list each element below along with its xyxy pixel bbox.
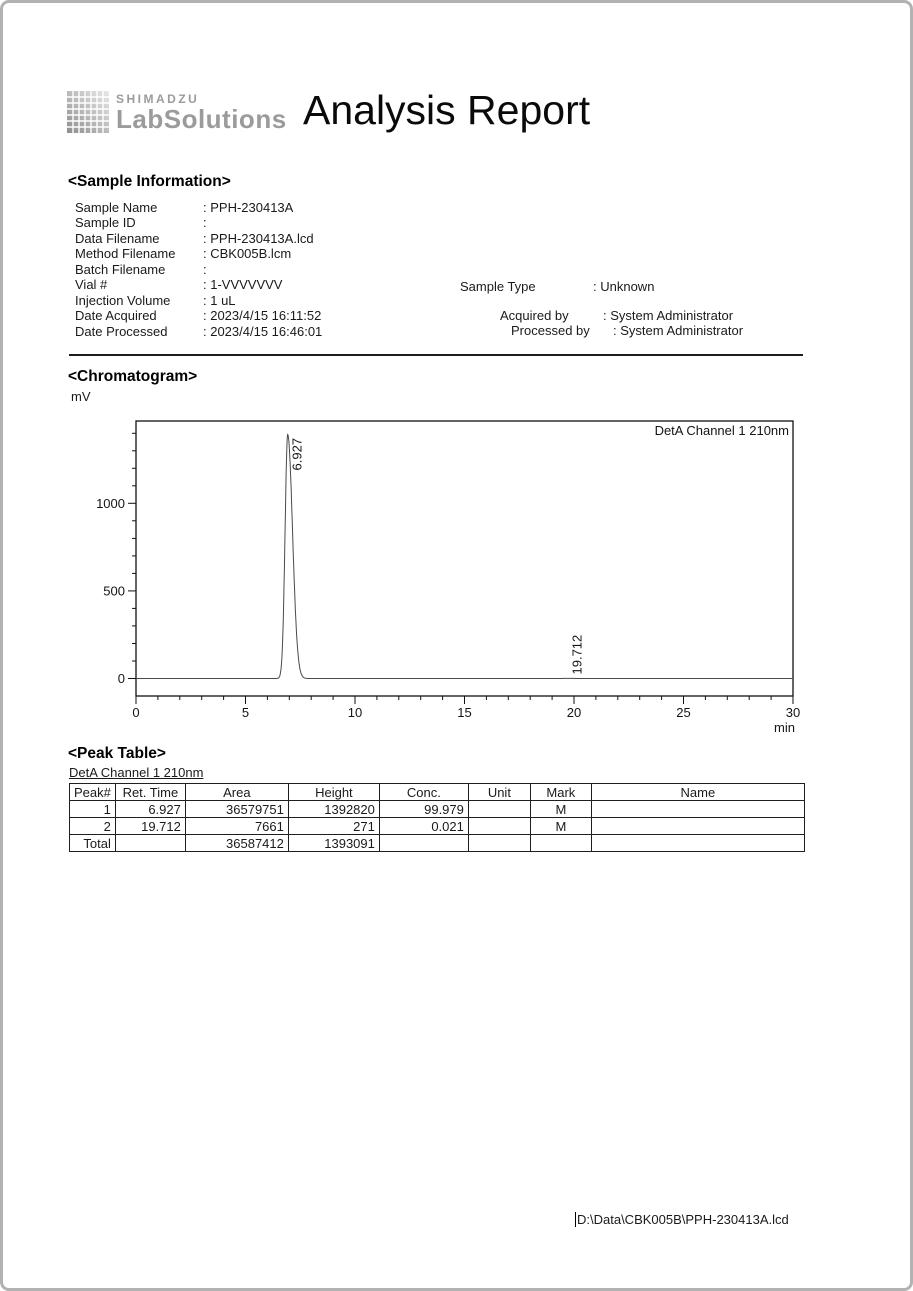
data-file-path <box>575 1212 789 1227</box>
section-divider <box>69 354 803 356</box>
field-label: Data Filename <box>75 230 160 246</box>
text-cursor <box>575 1212 576 1227</box>
table-cell <box>115 835 185 852</box>
field-label: Sample ID <box>75 215 136 231</box>
sample-field <box>500 308 733 323</box>
peak-table-header <box>70 784 805 801</box>
table-cell: 271 <box>288 818 379 835</box>
page-title: Analysis Report <box>303 87 591 133</box>
column-header: Mark <box>530 784 591 801</box>
table-cell: 6.927 <box>115 801 185 818</box>
sample-field <box>75 215 322 230</box>
table-cell: 2 <box>70 818 116 835</box>
sample-field <box>75 277 322 292</box>
svg-text:6.927: 6.927 <box>289 437 305 471</box>
sample-field <box>460 279 654 294</box>
sample-field <box>75 293 322 308</box>
sample-info-left <box>75 200 322 339</box>
sample-information-title: <Sample Information> <box>68 173 231 190</box>
field-label: Injection Volume <box>75 292 171 308</box>
field-label: Acquired by <box>500 308 569 323</box>
field-value: : PPH-230413A <box>203 200 294 215</box>
svg-text:30: 30 <box>785 705 801 720</box>
peak-table-body <box>70 801 805 852</box>
data-file-path-text: D:\Data\CBK005B\PPH-230413A.lcd <box>577 1212 789 1227</box>
peak-table-title: <Peak Table> <box>68 745 166 762</box>
table-cell: M <box>530 801 591 818</box>
sample-field <box>75 246 322 261</box>
table-row <box>70 818 805 835</box>
field-value: : CBK005B.lcm <box>203 246 292 262</box>
column-header: Conc. <box>379 784 468 801</box>
field-label: Date Acquired <box>75 308 157 324</box>
svg-text:DetA Channel 1 210nm: DetA Channel 1 210nm <box>654 423 789 438</box>
svg-text:500: 500 <box>103 583 125 599</box>
sample-field <box>511 323 743 338</box>
table-cell <box>530 835 591 852</box>
field-value: : Unknown <box>593 279 655 294</box>
table-cell: M <box>530 818 591 835</box>
field-value: : 2023/4/15 16:46:01 <box>203 323 323 339</box>
table-row <box>70 835 805 852</box>
sample-field <box>75 308 322 323</box>
table-cell: 19.712 <box>115 818 185 835</box>
sample-field <box>75 200 322 215</box>
column-header: Height <box>288 784 379 801</box>
table-cell <box>379 835 468 852</box>
field-label: Vial # <box>75 277 108 293</box>
table-cell: 36579751 <box>185 801 288 818</box>
svg-text:0: 0 <box>132 705 140 720</box>
field-label: Batch Filename <box>75 261 166 277</box>
shimadzu-logo <box>67 91 287 133</box>
field-value: : 1-VVVVVVV <box>203 277 283 293</box>
field-label: Date Processed <box>75 323 168 339</box>
svg-text:15: 15 <box>457 705 472 720</box>
table-cell: 36587412 <box>185 835 288 852</box>
table-cell: 0.021 <box>379 818 468 835</box>
svg-text:min: min <box>774 720 795 735</box>
table-cell: 1392820 <box>288 801 379 818</box>
svg-text:20: 20 <box>566 705 582 720</box>
peak-table <box>69 783 805 852</box>
field-value: : System Administrator <box>603 308 734 323</box>
field-value: : 1 uL <box>203 292 236 308</box>
field-label: Sample Type <box>460 279 536 294</box>
field-value: : <box>203 215 211 231</box>
field-value: : PPH-230413A.lcd <box>203 230 314 246</box>
svg-text:1000: 1000 <box>96 495 125 511</box>
sample-field <box>75 231 322 246</box>
table-cell: 1393091 <box>288 835 379 852</box>
field-label: Method Filename <box>75 246 176 262</box>
table-cell <box>591 818 804 835</box>
column-header: Peak# <box>70 784 116 801</box>
table-cell: 7661 <box>185 818 288 835</box>
chromatogram-title: <Chromatogram> <box>68 368 198 385</box>
field-value: : 2023/4/15 16:11:52 <box>203 308 322 324</box>
table-row <box>70 801 805 818</box>
table-cell: Total <box>70 835 116 852</box>
table-cell <box>591 835 804 852</box>
field-label: Processed by <box>511 323 590 338</box>
svg-text:10: 10 <box>347 705 363 720</box>
column-header: Unit <box>468 784 530 801</box>
sample-field <box>75 324 322 339</box>
table-cell: 99.979 <box>379 801 468 818</box>
svg-text:0: 0 <box>117 671 125 686</box>
field-value: : <box>203 261 211 277</box>
field-value: : System Administrator <box>613 323 744 338</box>
svg-text:19.712: 19.712 <box>569 634 585 675</box>
table-cell <box>468 801 530 818</box>
svg-text:5: 5 <box>241 705 250 720</box>
chromatogram-plot <box>63 408 823 753</box>
y-axis-unit-label: mV <box>71 389 91 404</box>
column-header: Ret. Time <box>115 784 185 801</box>
table-cell <box>468 818 530 835</box>
peak-table-channel-label: DetA Channel 1 210nm <box>69 765 204 780</box>
logo-text <box>116 91 287 132</box>
column-header: Name <box>591 784 804 801</box>
sample-field <box>75 262 322 277</box>
svg-text:25: 25 <box>676 705 691 720</box>
field-label: Sample Name <box>75 200 158 215</box>
table-cell <box>468 835 530 852</box>
column-header: Area <box>185 784 288 801</box>
table-cell: 1 <box>70 801 116 818</box>
brand-name: SHIMADZU <box>116 92 200 106</box>
product-name: LabSolutions <box>116 104 287 134</box>
shimadzu-grid-icon <box>67 91 109 133</box>
table-cell <box>591 801 804 818</box>
